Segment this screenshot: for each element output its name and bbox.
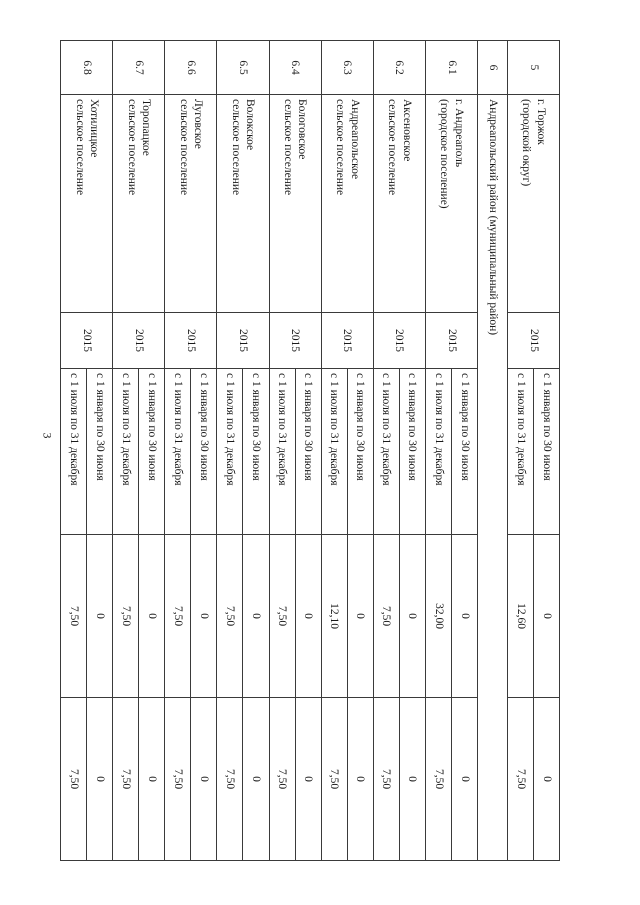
value-cell-col1: 32,00: [425, 535, 451, 698]
municipality-name-line: Торопацкое: [140, 99, 153, 156]
value-cell-col2: 0: [295, 698, 321, 861]
municipality-name-line: сельское поселение: [177, 99, 190, 196]
period-cell: с 1 июля по 31 декабря: [373, 369, 399, 535]
value-cell-col2: 7,50: [165, 698, 191, 861]
period-cell: с 1 января по 30 июня: [87, 369, 113, 535]
municipality-name-line: Бологовское: [296, 99, 309, 160]
value-cell-col2: 7,50: [373, 698, 399, 861]
municipality-name: [165, 95, 217, 313]
value-cell-col2: 0: [399, 698, 425, 861]
value-cell-col1: 0: [191, 535, 217, 698]
value-cell-col2: 0: [347, 698, 373, 861]
year-cell: 2015: [373, 313, 425, 369]
row-number: 6.4: [269, 41, 321, 95]
table-row: [139, 41, 165, 861]
value-cell-col1: 0: [87, 535, 113, 698]
municipality-name: [61, 95, 113, 313]
row-number: 5: [507, 41, 559, 95]
period-cell: с 1 января по 30 июня: [533, 369, 559, 535]
value-cell-col1: 12,10: [321, 535, 347, 698]
period-cell: с 1 июля по 31 декабря: [165, 369, 191, 535]
value-cell-col2: 7,50: [217, 698, 243, 861]
value-cell-col1: 12,60: [507, 535, 533, 698]
value-cell-col1: 0: [295, 535, 321, 698]
municipality-name: [269, 95, 321, 313]
value-cell-col2: 7,50: [61, 698, 87, 861]
municipality-name-line: Андреапольское: [348, 99, 361, 180]
value-cell-col2: 7,50: [507, 698, 533, 861]
value-cell-col1: 7,50: [165, 535, 191, 698]
period-cell: с 1 июля по 31 декабря: [61, 369, 87, 535]
municipality-name: [113, 95, 165, 313]
year-cell: 2015: [425, 313, 477, 369]
year-cell: 2015: [113, 313, 165, 369]
value-cell-col2: 0: [191, 698, 217, 861]
value-cell-col2: 0: [243, 698, 269, 861]
year-cell: 2015: [217, 313, 269, 369]
row-number: 6.5: [217, 41, 269, 95]
row-number: 6.2: [373, 41, 425, 95]
page-number: 3: [40, 432, 55, 439]
year-cell: 2015: [61, 313, 113, 369]
municipality-name-line: сельское поселение: [282, 99, 295, 196]
period-cell: с 1 июля по 31 декабря: [507, 369, 533, 535]
value-cell-col2: 7,50: [425, 698, 451, 861]
value-cell-col1: 7,50: [373, 535, 399, 698]
municipality-name: [321, 95, 373, 313]
rotated-table-container: [60, 40, 560, 860]
period-cell: с 1 января по 30 июня: [243, 369, 269, 535]
table-row: [243, 41, 269, 861]
period-cell: с 1 января по 30 июня: [191, 369, 217, 535]
municipality-name-line: г. Андреаполь: [452, 99, 465, 168]
table-row: [533, 41, 559, 861]
tariff-table-body: [61, 41, 560, 861]
period-cell: с 1 июля по 31 декабря: [217, 369, 243, 535]
municipality-name-line: Хотилицкое: [88, 99, 100, 158]
value-cell-col2: 0: [87, 698, 113, 861]
value-cell-col2: 7,50: [269, 698, 295, 861]
year-cell: 2015: [269, 313, 321, 369]
period-cell: с 1 января по 30 июня: [399, 369, 425, 535]
value-cell-col1: 0: [139, 535, 165, 698]
table-row-section-header: [477, 41, 507, 861]
period-cell: с 1 июля по 31 декабря: [113, 369, 139, 535]
row-number: 6: [477, 41, 507, 95]
value-cell-col1: 7,50: [61, 535, 87, 698]
period-cell: с 1 января по 30 июня: [347, 369, 373, 535]
municipality-name-line: г. Торжок: [534, 99, 547, 145]
value-cell-col1: 7,50: [269, 535, 295, 698]
value-cell-col1: 7,50: [113, 535, 139, 698]
table-row: [451, 41, 477, 861]
value-cell-col2: 7,50: [321, 698, 347, 861]
period-cell: с 1 июля по 31 декабря: [269, 369, 295, 535]
municipality-name-line: сельское поселение: [229, 99, 242, 196]
value-cell-col2: 0: [139, 698, 165, 861]
value-cell-col1: 0: [399, 535, 425, 698]
section-header: Андреапольский район (муниципальный район): [477, 95, 507, 861]
municipality-name: [217, 95, 269, 313]
table-row: [191, 41, 217, 861]
value-cell-col1: 0: [347, 535, 373, 698]
row-number: 6.7: [113, 41, 165, 95]
period-cell: с 1 января по 30 июня: [451, 369, 477, 535]
year-cell: 2015: [507, 313, 559, 369]
row-number: 6.8: [61, 41, 113, 95]
value-cell-col1: 0: [451, 535, 477, 698]
table-row: [295, 41, 321, 861]
value-cell-col2: 7,50: [113, 698, 139, 861]
period-cell: с 1 июля по 31 декабря: [321, 369, 347, 535]
municipality-name-line: Луговское: [192, 99, 205, 149]
value-cell-col2: 0: [451, 698, 477, 861]
municipality-name-line: Аксеновское: [400, 99, 413, 162]
municipality-name-line: Волокское: [244, 99, 257, 151]
municipality-name-line: сельское поселение: [386, 99, 399, 196]
table-row: [87, 41, 113, 861]
municipality-name-line: сельское поселение: [125, 99, 138, 196]
value-cell-col1: 0: [533, 535, 559, 698]
municipality-name-line: (городской округ): [520, 99, 533, 187]
row-number: 6.1: [425, 41, 477, 95]
year-cell: 2015: [165, 313, 217, 369]
municipality-name: [373, 95, 425, 313]
period-cell: с 1 января по 30 июня: [295, 369, 321, 535]
period-cell: с 1 января по 30 июня: [139, 369, 165, 535]
tariff-table: [60, 40, 560, 861]
table-row: [347, 41, 373, 861]
value-cell-col2: 0: [533, 698, 559, 861]
municipality-name-line: сельское поселение: [73, 99, 86, 196]
municipality-name: [425, 95, 477, 313]
value-cell-col1: 7,50: [217, 535, 243, 698]
row-number: 6.6: [165, 41, 217, 95]
table-row: [399, 41, 425, 861]
year-cell: 2015: [321, 313, 373, 369]
municipality-name: [507, 95, 559, 313]
value-cell-col1: 0: [243, 535, 269, 698]
period-cell: с 1 июля по 31 декабря: [425, 369, 451, 535]
row-number: 6.3: [321, 41, 373, 95]
municipality-name-line: сельское поселение: [334, 99, 347, 196]
municipality-name-line: (городское поселение): [438, 99, 451, 209]
